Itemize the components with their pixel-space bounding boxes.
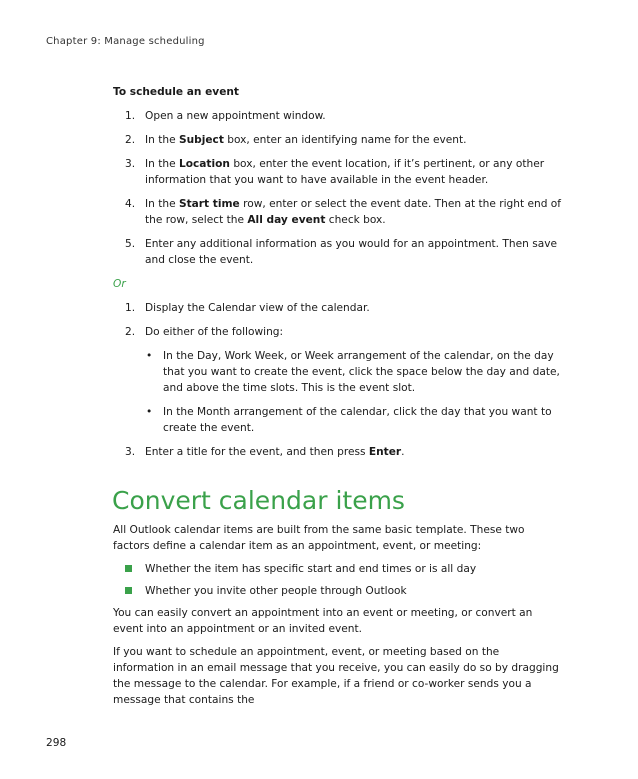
section-title: Convert calendar items xyxy=(112,486,405,515)
step-text: Open a new appointment window. xyxy=(145,110,326,122)
step-number: 4. xyxy=(125,198,136,210)
step-number: 2. xyxy=(125,326,136,338)
step-text-pre: In the xyxy=(145,134,179,146)
ui-term-subject: Subject xyxy=(178,134,224,146)
alt-step-3 xyxy=(113,444,563,460)
step-text-post: box, enter the event location, if it’s pertinent, or any other information that you want to have available in the event header. xyxy=(145,158,545,186)
bullet-text: In the Day, Work Week, or Week arrangement of the calendar, on the day that you want to create the event, click the space below the day and date, and above the time slots. This is the event slot. xyxy=(163,350,560,394)
step-number: 2. xyxy=(125,134,136,146)
step-text: Display the Calendar view of the calendar. xyxy=(145,302,370,314)
square-bullet-icon xyxy=(125,587,132,594)
step-number: 5. xyxy=(125,238,136,250)
factor-item xyxy=(113,583,563,599)
page-number: 298 xyxy=(46,737,67,749)
step-number: 3. xyxy=(125,446,136,458)
step-2 xyxy=(113,132,563,148)
ui-term-start-time: Start time xyxy=(178,198,240,210)
step-4 xyxy=(113,196,563,228)
ui-term-all-day-event: All day event xyxy=(247,214,326,226)
bullet-text: In the Month arrangement of the calendar, click the day that you want to create the event. xyxy=(163,406,552,434)
step-number: 1. xyxy=(125,110,136,122)
step-text-mid: row, enter or select the event date. Then at the right end of the row, select the xyxy=(145,198,562,226)
page-content xyxy=(113,84,563,715)
bullet-icon: • xyxy=(146,406,153,418)
step-text-pre: Enter a title for the event, and then press xyxy=(145,446,369,458)
square-bullet-icon xyxy=(125,565,132,572)
ui-term-location: Location xyxy=(178,158,230,170)
step-number: 3. xyxy=(125,158,136,170)
alt-step-2 xyxy=(113,324,563,340)
step-text-pre: In the xyxy=(145,158,179,170)
step-5 xyxy=(113,236,563,268)
step-text-pre: In the xyxy=(145,198,179,210)
factor-text: Whether the item has specific start and end times or is all day xyxy=(145,563,477,575)
bullet-item xyxy=(113,404,563,436)
step-text-post: check box. xyxy=(325,214,386,226)
bullet-icon: • xyxy=(146,350,153,362)
procedure-title: To schedule an event xyxy=(113,86,239,98)
step-text: Do either of the following: xyxy=(145,326,284,338)
factor-text: Whether you invite other people through Outlook xyxy=(145,585,407,597)
factor-item xyxy=(113,561,563,577)
step-1 xyxy=(113,108,563,124)
or-label: Or xyxy=(113,278,126,290)
step-3 xyxy=(113,156,563,188)
paragraph: You can easily convert an appointment into an event or meeting, or convert an event into an appointment or an invited event. xyxy=(113,607,533,635)
running-head: Chapter 9: Manage scheduling xyxy=(46,36,205,47)
key-enter: Enter xyxy=(368,446,402,458)
step-text-post: . xyxy=(401,446,405,458)
step-text: Enter any additional information as you would for an appointment. Then save and close the event. xyxy=(145,238,558,266)
step-text-post: box, enter an identifying name for the event. xyxy=(223,134,467,146)
paragraph: If you want to schedule an appointment, event, or meeting based on the information in an email message that you receive, you can easily do so by dragging the message to the calendar. For example, if a friend or co-worker sends you a message that contains the xyxy=(113,646,559,706)
step-number: 1. xyxy=(125,302,136,314)
alt-step-1 xyxy=(113,300,563,316)
section-intro: All Outlook calendar items are built from the same basic template. These two factors define a calendar item as an appointment, event, or meeting: xyxy=(113,524,525,552)
bullet-item xyxy=(113,348,563,396)
